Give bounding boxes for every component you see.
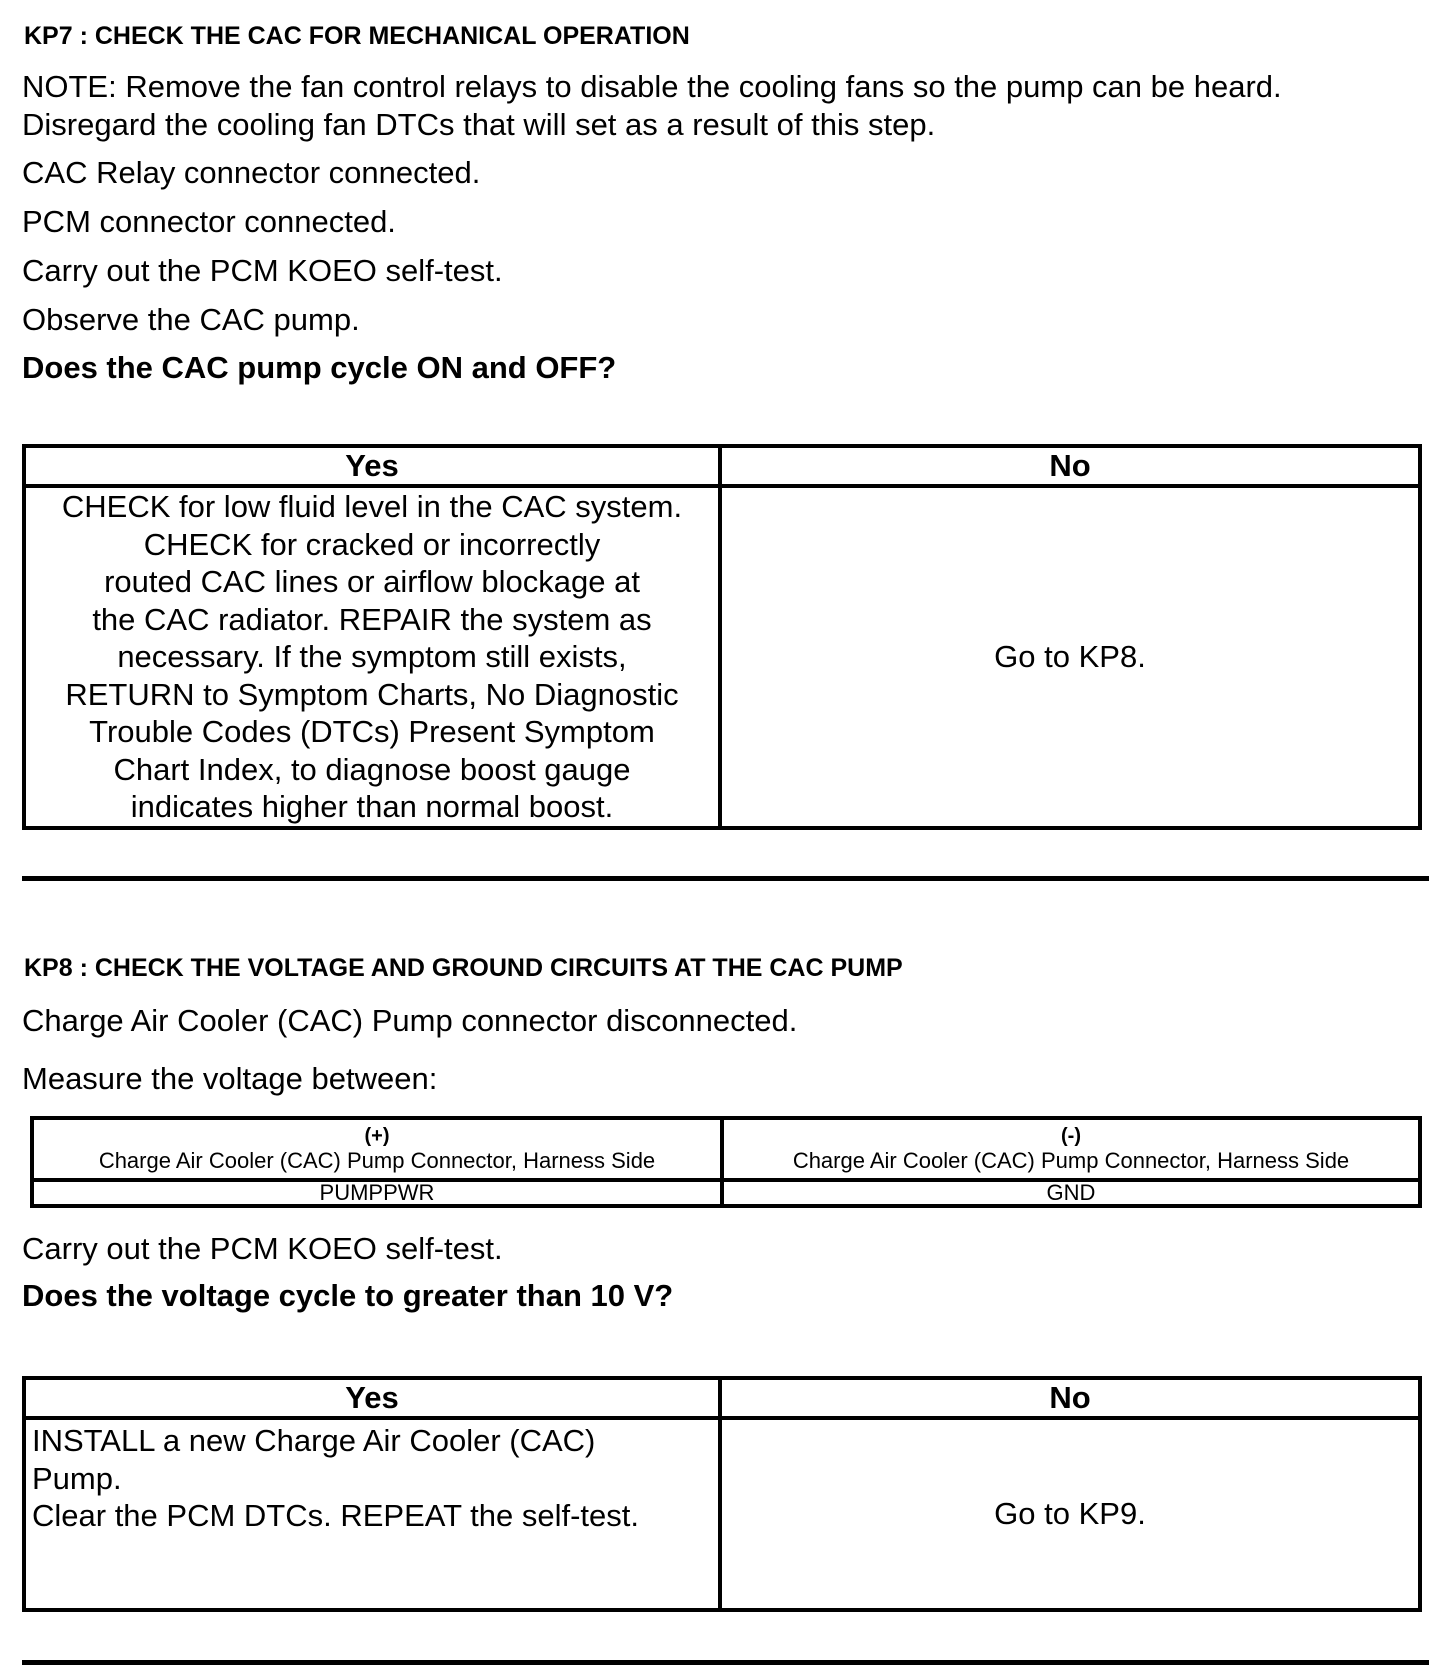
kp7-decision-table [22, 444, 1422, 830]
negative-sign: (-) [1061, 1125, 1081, 1147]
kp7-yes-line-8: Chart Index, to diagnose boost gauge [113, 751, 631, 787]
kp7-step-3: Carry out the PCM KOEO self-test. [22, 253, 503, 288]
kp8-step-1: Charge Air Cooler (CAC) Pump connector disconnected. [22, 1003, 798, 1038]
section-divider-2 [22, 1660, 1429, 1665]
kp7-question: Does the CAC pump cycle ON and OFF? [22, 350, 617, 385]
kp8-positive-lead [32, 1118, 722, 1180]
kp7-no-cell: Go to KP8. [720, 486, 1420, 828]
kp8-heading: KP8 : CHECK THE VOLTAGE AND GROUND CIRCUITS AT THE CAC PUMP [24, 954, 903, 982]
section-divider-1 [22, 876, 1429, 881]
kp7-yes-line-1: CHECK for low fluid level in the CAC system. [61, 489, 683, 524]
kp8-negative-pin: GND [722, 1180, 1420, 1206]
kp8-negative-lead [722, 1118, 1420, 1180]
kp7-note-line2: Disregard the cooling fan DTCs that will set as a result of this step. [22, 107, 936, 142]
kp7-yes-line-7: Trouble Codes (DTCs) Present Symptom [89, 714, 655, 749]
kp7-step-4: Observe the CAC pump. [22, 302, 360, 337]
kp8-yes-line-2: Pump. [32, 1460, 122, 1496]
kp7-step-1: CAC Relay connector connected. [22, 155, 481, 190]
kp8-positive-pin: PUMPPWR [32, 1180, 722, 1206]
kp8-yes-line-3: Clear the PCM DTCs. REPEAT the self-test. [32, 1498, 639, 1533]
kp7-step-2: PCM connector connected. [22, 204, 396, 239]
kp7-yes-line-9: indicates higher than normal boost. [130, 789, 614, 824]
kp7-yes-line-4: the CAC radiator. REPAIR the system as [92, 601, 652, 637]
kp8-yes-line-1: INSTALL a new Charge Air Cooler (CAC) [32, 1423, 596, 1458]
kp7-yes-line-5: necessary. If the symptom still exists, [117, 639, 627, 674]
positive-connector-label: Charge Air Cooler (CAC) Pump Connector, Harness Side [98, 1148, 656, 1173]
kp8-step-3: Carry out the PCM KOEO self-test. [22, 1231, 503, 1266]
kp8-yes-header: Yes [24, 1378, 720, 1418]
positive-sign: (+) [364, 1125, 390, 1147]
kp7-heading: KP7 : CHECK THE CAC FOR MECHANICAL OPERATION [24, 22, 690, 50]
kp8-no-cell: Go to KP9. [720, 1418, 1420, 1610]
kp8-measure-table [30, 1116, 1422, 1208]
kp7-yes-line-6: RETURN to Symptom Charts, No Diagnostic [65, 676, 679, 712]
kp8-no-header: No [720, 1378, 1420, 1418]
kp8-step-2: Measure the voltage between: [22, 1061, 438, 1096]
kp8-question: Does the voltage cycle to greater than 10 V? [22, 1278, 674, 1313]
kp8-decision-table [22, 1376, 1422, 1612]
kp7-yes-line-2: CHECK for cracked or incorrectly [143, 526, 601, 562]
kp7-no-header: No [720, 446, 1420, 486]
negative-connector-label: Charge Air Cooler (CAC) Pump Connector, Harness Side [792, 1148, 1350, 1173]
kp8-yes-cell [24, 1418, 720, 1610]
kp7-yes-header: Yes [24, 446, 720, 486]
kp7-note-line1: NOTE: Remove the fan control relays to disable the cooling fans so the pump can be heard. [22, 69, 1282, 104]
kp7-yes-cell [24, 486, 720, 828]
kp7-yes-line-3: routed CAC lines or airflow blockage at [104, 564, 640, 599]
